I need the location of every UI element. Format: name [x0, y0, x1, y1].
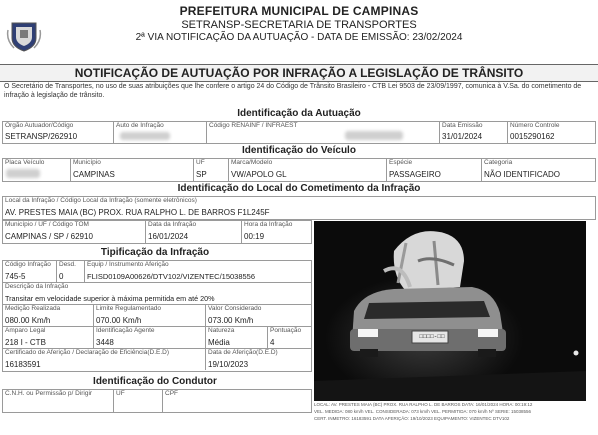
equipamento-value: FLISD0109A00626/DTV102/VIZENTEC/15038556: [87, 272, 256, 281]
renainf-redacted: [345, 131, 403, 140]
pontuacao-value: 4: [270, 338, 275, 347]
hora-infracao-value: 00:19: [244, 232, 265, 241]
limite-label: Limite Regulamentado: [96, 305, 162, 312]
data-emissao-value: 31/01/2024: [442, 132, 483, 141]
photo-info-line-3: CERT. INMETRO: 16183591 DATA AFERIÇÃO: 19/10/2023 EQUIPAMENTO: VIZENTEC DTV102: [314, 416, 510, 421]
certificado-value: 16183591: [5, 360, 41, 369]
limite-value: 070.00 Km/h: [96, 316, 142, 325]
photo-info-line-1: LOCAL: AV. PRESTES MAIA (BC) PROX. RUA RALPHO L. DE BARROS DATA: 16/01/2024 HORA: 00:19:12: [314, 402, 533, 407]
medicao-label: Medição Realizada: [5, 305, 61, 312]
categoria-value: NÃO IDENTIFICADO: [484, 170, 561, 179]
veiculo-municipio-value: CAMPINAS: [73, 170, 115, 179]
pontuacao-label: Pontuação: [270, 327, 302, 334]
auto-infracao-label: Auto de Infração: [116, 122, 164, 129]
equipamento-label: Equip / Instrumento Aferição: [87, 261, 169, 268]
cpf-label: CPF: [165, 390, 178, 397]
marca-modelo-value: VW/APOLO GL: [231, 170, 287, 179]
veiculo-uf-value: SP: [196, 170, 207, 179]
data-infracao-label: Data da Infração: [148, 221, 197, 228]
medicao-value: 080.00 Km/h: [5, 316, 51, 325]
auto-infracao-redacted: [120, 132, 170, 140]
section-condutor-title: Identificação do Condutor: [93, 376, 217, 387]
section-local-title: Identificação do Local do Cometimento da Infração: [177, 183, 421, 194]
orgao-label: Orgão Autuador/Código: [5, 122, 74, 129]
section-veiculo-title: Identificação do Veículo: [242, 145, 356, 156]
document-title-bar: [0, 64, 598, 82]
photo-info-line-2: VEL. MEDIDA: 080 km/h VEL. CONSIDERADA: 073 km/h VEL. PERMITIDA: 070 km/h Nº SERIE: 15038556: [314, 409, 531, 414]
placa-redacted: [6, 169, 40, 178]
descricao-label: Descrição da Infração: [5, 283, 69, 290]
hora-infracao-label: Hora da Infração: [244, 221, 293, 228]
data-emissao-label: Data Emissão: [442, 122, 483, 129]
renainf-label: Código RENAINF / INFRAEST: [209, 122, 298, 129]
data-infracao-value: 16/01/2024: [148, 232, 189, 241]
especie-label: Espécie: [389, 159, 413, 166]
marca-modelo-label: Marca/Modelo: [231, 159, 273, 166]
header-subtitle: 2ª VIA NOTIFICAÇÃO DA AUTUAÇÃO - DATA DE EMISSÃO: 23/02/2024: [135, 32, 463, 43]
certificado-label: Certificado de Aferição / Declaração de Eficiência(D.E.D): [5, 349, 170, 356]
local-infracao-label: Local da Infração / Código Local da Infração (somente eletrônicos): [5, 197, 197, 204]
descricao-value: Transitar em velocidade superior à máxima permitida em até 20%: [5, 294, 215, 303]
especie-value: PASSAGEIRO: [389, 170, 441, 179]
numero-controle-value: 0015290162: [510, 132, 555, 141]
natureza-value: Média: [208, 338, 230, 347]
categoria-label: Categoria: [484, 159, 513, 166]
veiculo-uf-label: UF: [196, 159, 205, 166]
valor-considerado-label: Valor Considerado: [208, 305, 262, 312]
desd-label: Desd.: [59, 261, 76, 268]
valor-considerado-value: 073.00 Km/h: [208, 316, 254, 325]
document-title: NOTIFICAÇÃO DE AUTUAÇÃO POR INFRAÇÃO A LEGISLAÇÃO DE TRÂNSITO: [74, 66, 524, 80]
natureza-label: Natureza: [208, 327, 235, 334]
data-afericao-value: 19/10/2023: [208, 360, 249, 369]
agente-label: Identificação Agente: [96, 327, 155, 334]
local-infracao-value: AV. PRESTES MAIA (BC) PROX. RUA RALPHO L. DE BARROS F1L245F: [5, 208, 270, 217]
intro-paragraph: O Secretário de Transportes, no uso de suas atribuições que lhe confere o artigo 24 do Código de Trânsito Brasileiro - CTB Lei 9503 de 23/09/1997, comunica à V.Sa. do cometimento de infração à legislação de trânsito.: [4, 83, 582, 99]
data-afericao-label: Data de Aferição(D.E.D): [208, 349, 278, 356]
orgao-value: SETRANSP/262910: [5, 132, 78, 141]
amparo-legal-value: 218 I - CTB: [5, 338, 46, 347]
codigo-infracao-value: 745-5: [5, 272, 26, 281]
amparo-legal-label: Amparo Legal: [5, 327, 46, 334]
speed-camera-photo: [314, 221, 586, 401]
header-dept: SETRANSP-SECRETARIA DE TRANSPORTES: [181, 19, 417, 31]
header-org: PREFEITURA MUNICIPAL DE CAMPINAS: [179, 4, 419, 18]
condutor-uf-label: UF: [116, 390, 125, 397]
agente-value: 3448: [96, 338, 114, 347]
veiculo-municipio-label: Município: [73, 159, 101, 166]
codigo-infracao-label: Código Infração: [5, 261, 51, 268]
photo-plate-text: □□□□-□□: [419, 333, 445, 340]
local-municipio-label: Município / UF / Código TOM: [5, 221, 89, 228]
cnh-label: C.N.H. ou Permissão p/ Dirigir: [5, 390, 93, 397]
desd-value: 0: [59, 272, 64, 281]
local-municipio-value: CAMPINAS / SP / 62910: [5, 232, 93, 241]
section-infracao-title: Tipificação da Infração: [100, 247, 210, 258]
placa-label: Placa Veículo: [5, 159, 45, 166]
numero-controle-label: Número Controle: [510, 122, 560, 129]
section-autuacao-title: Identificação da Autuação: [237, 108, 361, 119]
